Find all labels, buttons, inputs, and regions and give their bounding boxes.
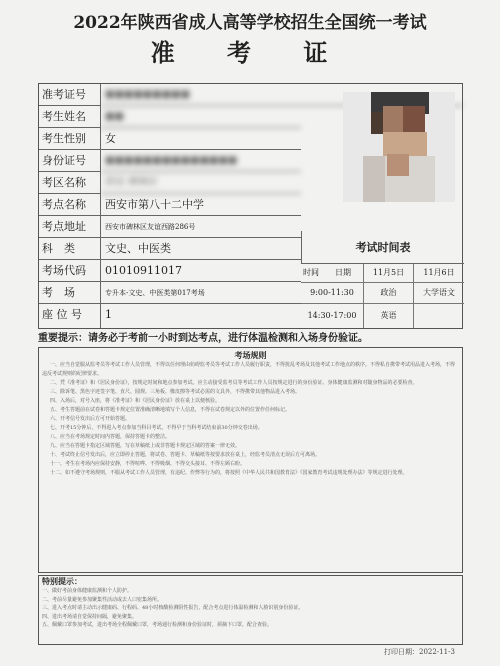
rule-paragraph: 十、考试终止信号发出后，应立即停止答题，将试卷、答题卡、草稿纸等按要求放在桌上，经监考员清点无误后方可离场。 xyxy=(50,452,321,458)
important-notice: 重要提示：请务必于考前一小时到达考点，进行体温检测和入场身份验证。 xyxy=(38,333,368,344)
document-subtitle: 准 考 证 xyxy=(150,38,350,67)
candidate-info-table xyxy=(38,83,463,329)
label-ticket-number: 准考证号 xyxy=(39,84,101,106)
page-title: 2022年陕西省成人高等学校招生全国统一考试 xyxy=(73,13,427,33)
label-category: 科 类 xyxy=(39,238,101,260)
value-exam-room: 专升本-文史、中医类第017考场 xyxy=(101,282,301,304)
rule-paragraph: 九、应当在答题卡指定区域答题，写在草稿纸上或非答题卡规定区域的答案一律无效。 xyxy=(50,443,241,449)
label-seat-number: 座 位 号 xyxy=(39,304,101,328)
candidate-photo xyxy=(343,92,455,202)
label-exam-district: 考区名称 xyxy=(39,172,101,194)
value-category: 文史、中医类 xyxy=(101,238,301,260)
schedule-morning-nov5: 政治 xyxy=(364,282,414,304)
rule-paragraph: 十二、如不遵守考场规则，不服从考试工作人员管理，有违纪、作弊等行为的，将按照《中华人民共和国教育法》《国家教育考试违规处理办法》等规定进行处理。 xyxy=(50,470,408,476)
label-room-code: 考场代码 xyxy=(39,260,101,282)
label-site-address: 考点地址 xyxy=(39,216,101,238)
value-gender: 女 xyxy=(101,128,301,150)
exam-time-title: 考试时间表 xyxy=(301,231,464,264)
rule-paragraph: 四、入场后，对号入座，将《准考证》和《居民身份证》放在桌上以便核验。 xyxy=(50,398,221,404)
label-exam-site: 考点名称 xyxy=(39,194,101,216)
rule-paragraph: 一、应当自觉服从监考员等考试工作人员管理，不得以任何理由妨碍监考员等考试工作人员履行职责，不得扰乱考场及其他考试工作地点的秩序。不得私自携带考试用品进入考场，不得违反考试规则的纪律要求。 xyxy=(42,362,456,377)
tip-item: 二、考前尽量避免参加聚集性活动或去人口密集场所。 xyxy=(42,596,163,603)
schedule-afternoon-nov6 xyxy=(414,304,464,328)
schedule-afternoon-time: 14:30-17:00 xyxy=(301,304,364,328)
schedule-morning-time: 9:00-11:30 xyxy=(301,282,364,304)
value-id-number: ■■■■■■■■■■■■■■ xyxy=(101,150,301,172)
rule-paragraph: 七、开考15分钟后，不得进入考点参加当科目考试，不得早于当科考试结束前30分钟交卷出场。 xyxy=(50,425,263,431)
value-site-address: 西安市碑林区友谊西路286号 xyxy=(101,216,301,238)
tip-item: 五、佩戴口罩参加考试，进出考场全程佩戴口罩，考场通行检测和身份验证时，须摘下口罩，配合查验。 xyxy=(42,622,273,628)
rules-title: 考场规则 xyxy=(234,350,267,360)
tip-item: 三、进入考点时请主动出示健康码、行程码、48小时核酸检测阴性报告，配合考点进行体温检测和人脸识别身份验证。 xyxy=(42,605,304,611)
print-date: 打印日期：2022-11-3 xyxy=(384,648,455,656)
value-seat-number: 1 xyxy=(105,308,112,321)
value-room-code: 01010911017 xyxy=(101,260,301,282)
rule-paragraph: 三、除诉笔、黑色字迹签字笔、直尺、圆规、三角板、橡皮擦等考试必需的文具外，不得携带其他物品进入考场。 xyxy=(50,389,301,395)
label-name: 考生姓名 xyxy=(39,106,101,128)
rule-paragraph: 二、凭《准考证》和《居民身份证》，按规定时间和地点参加考试。应主动接受监考员等考试工作人员按规定进行的身份验证、身体健康监测和对随身物品的必要检查。 xyxy=(50,380,418,386)
label-id-number: 身份证号 xyxy=(39,150,101,172)
rule-paragraph: 十一、考生在考场内应保持安静，不得喧哗、不得吸烟、不得交头接耳、不得左顾右盼。 xyxy=(50,461,246,467)
label-gender: 考生性别 xyxy=(39,128,101,150)
tips-title: 特别提示： xyxy=(42,576,82,586)
exam-rules-box xyxy=(38,347,463,573)
special-tips-box xyxy=(38,575,463,645)
schedule-header-nov5: 11月5日 xyxy=(364,264,414,283)
schedule-header-nov6: 11月6日 xyxy=(414,264,464,283)
schedule-afternoon-nov5: 英语 xyxy=(364,304,414,328)
value-exam-district: 西安 碑林区 xyxy=(101,172,301,194)
schedule-header-time-date: 时间 日期 xyxy=(301,264,364,283)
tip-item: 四、进出考场请自觉保持间隔，避免聚集。 xyxy=(42,613,138,620)
value-ticket-number: ■■■■■■■■■ xyxy=(101,84,463,106)
rule-paragraph: 八、应当在考场规定时间内答题，保持答题卡的整洁。 xyxy=(50,434,171,440)
rule-paragraph: 五、考生答题前在试卷和答题卡规定位置准确清晰地填写个人信息，不得在试卷规定以外的位置作任何标记。 xyxy=(50,407,291,413)
schedule-morning-nov6: 大学语文 xyxy=(414,282,464,304)
value-exam-site: 西安市第八十二中学 xyxy=(101,194,301,216)
rule-paragraph: 六、开考信号发出后方可开始答题。 xyxy=(50,416,131,422)
value-name: ■■ xyxy=(101,106,301,128)
label-exam-room: 考 场 xyxy=(39,282,101,304)
tip-item: 一、做好考前身体健康监测和个人防护。 xyxy=(42,588,133,594)
